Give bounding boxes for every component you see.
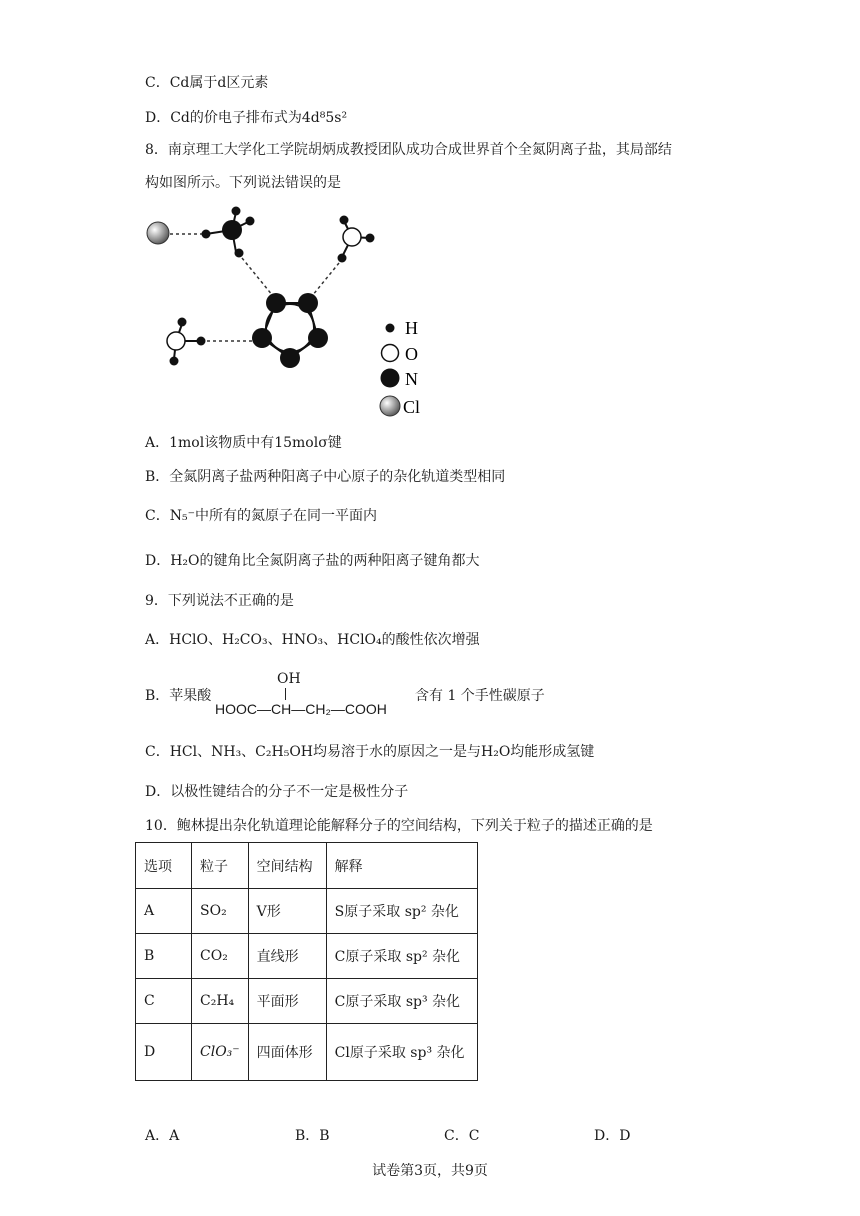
table-cell: B [136,934,192,979]
table-cell: 四面体形 [248,1024,326,1081]
q7-option-d: D．Cd的价电子排布式为4d⁸5s² [145,110,348,126]
q8-option-a: A．1mol该物质中有15molσ键 [145,435,342,451]
table-cell: C原子采取 sp² 杂化 [326,934,477,979]
q8-option-b: B．全氮阴离子盐两种阳离子中心原子的杂化轨道类型相同 [145,469,506,485]
table-cell: 平面形 [248,979,326,1024]
ammonium-group [202,207,255,258]
q9-option-b-prefix: B．苹果酸 [145,688,212,704]
table-row [136,934,478,979]
q7-option-c: C．Cd属于d区元素 [145,75,269,91]
table-cell: V形 [248,889,326,934]
legend-o: O [405,344,418,364]
table-header-cell: 选项 [136,843,192,889]
q9-option-b-suffix: 含有 1 个手性碳原子 [415,688,545,704]
figure-legend [380,318,420,417]
q9-option-c: C．HCl、NH₃、C₂H₅OH均易溶于水的原因之一是与H₂O均能形成氢键 [145,744,595,760]
table-cell: SO₂ [192,889,249,934]
table-row [136,889,478,934]
q9-option-d: D．以极性键结合的分子不一定是极性分子 [145,784,409,800]
cl-atom [147,222,169,244]
table-row [136,1024,478,1081]
table-cell: S原子采取 sp² 杂化 [326,889,477,934]
table-header-cell: 粒子 [192,843,249,889]
q10-table [135,842,478,1081]
malic-main-chain: HOOC—CH—CH₂—COOH [215,701,387,717]
table-cell: ClO₃⁻ [192,1024,249,1081]
q8-stem-line2: 构如图所示。下列说法错误的是 [145,175,341,191]
table-row [136,979,478,1024]
table-header-row [136,843,478,889]
legend-cl: Cl [403,397,421,417]
table-header-cell: 空间结构 [248,843,326,889]
molecular-structure-figure [140,200,440,425]
table-cell: 直线形 [248,934,326,979]
hydronium-group-lower [167,318,206,366]
q9-stem: 9．下列说法不正确的是 [145,593,294,609]
table-cell: A [136,889,192,934]
q10-stem: 10．鲍林提出杂化轨道理论能解释分子的空间结构，下列关于粒子的描述正确的是 [145,818,653,834]
legend-n: N [405,369,418,389]
table-header-cell: 解释 [326,843,477,889]
q10-choice-a: A．A [145,1128,180,1144]
malic-acid-structure [215,671,415,721]
hydronium-group-upper [338,216,375,263]
q10-choice-c: C．C [444,1128,480,1144]
q8-option-d: D．H₂O的键角比全氮阴离子盐的两种阳离子键角都大 [145,553,480,569]
table-cell: Cl原子采取 sp³ 杂化 [326,1024,477,1081]
q10-choice-b: B．B [295,1128,330,1144]
table-cell: D [136,1024,192,1081]
table-cell: C₂H₄ [192,979,249,1024]
q9-option-a: A．HClO、H₂CO₃、HNO₃、HClO₄的酸性依次增强 [145,632,480,648]
malic-bond-line [285,688,286,700]
malic-oh-label: OH [277,671,301,687]
q8-stem-line1: 8．南京理工大学化工学院胡炳成教授团队成功合成世界首个全氮阴离子盐，其局部结 [145,142,672,158]
q10-choice-d: D．D [594,1128,631,1144]
legend-h: H [405,318,418,338]
table-cell: C原子采取 sp³ 杂化 [326,979,477,1024]
table-cell: C [136,979,192,1024]
page-footer: 试卷第3页，共9页 [372,1163,488,1179]
n5-ring [252,293,328,368]
table-cell: CO₂ [192,934,249,979]
q8-option-c: C．N₅⁻中所有的氮原子在同一平面内 [145,508,377,524]
